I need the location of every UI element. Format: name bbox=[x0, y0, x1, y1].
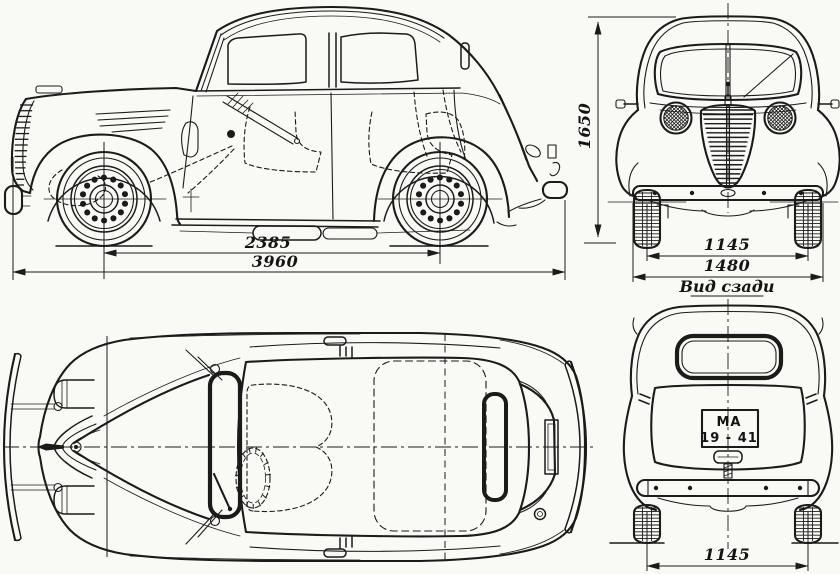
license-plate bbox=[700, 410, 758, 447]
rear-seat-top bbox=[374, 361, 486, 531]
rear-view-dimensions bbox=[647, 512, 808, 571]
side-view-drawing bbox=[5, 7, 567, 246]
license-plate-line1: МА bbox=[716, 415, 742, 430]
side-rear-bumper bbox=[543, 182, 567, 198]
dimension-wheelbase-value: 2385 bbox=[244, 233, 292, 252]
hood-louvers bbox=[96, 110, 170, 132]
dimension-rear-track-value: 1145 bbox=[703, 545, 751, 564]
top-hood-ornament bbox=[37, 444, 64, 451]
headlamp-pod-top bbox=[54, 380, 94, 408]
front-seats-top bbox=[247, 384, 332, 511]
front-side-window bbox=[228, 34, 306, 84]
hood-ornament bbox=[36, 86, 62, 93]
steering-column bbox=[223, 96, 297, 144]
rear-window bbox=[677, 336, 781, 378]
trunk-handle bbox=[550, 162, 560, 175]
door-handle-top bbox=[324, 337, 346, 345]
license-plate-line2: 19 - 41 bbox=[700, 431, 758, 446]
headlamp-pod-bottom bbox=[54, 486, 94, 514]
dimension-height-value: 1650 bbox=[575, 102, 594, 150]
front-view-drawing bbox=[584, 3, 840, 248]
top-windshield bbox=[210, 373, 240, 517]
rear-view-drawing bbox=[610, 299, 838, 549]
dimension-front-track-value: 1145 bbox=[703, 235, 751, 254]
b-pillar bbox=[329, 33, 336, 87]
rear-view-label: Вид сзади bbox=[679, 277, 775, 296]
side-wheels bbox=[44, 152, 502, 246]
dimension-length-value: 3960 bbox=[251, 252, 299, 271]
door-handle-bottom bbox=[324, 549, 346, 557]
dimension-width-value: 1480 bbox=[703, 256, 751, 275]
front-view-dimensions bbox=[575, 17, 823, 296]
plate-light bbox=[548, 145, 556, 158]
top-view-drawing bbox=[3, 333, 597, 561]
rear-side-window bbox=[341, 33, 418, 83]
